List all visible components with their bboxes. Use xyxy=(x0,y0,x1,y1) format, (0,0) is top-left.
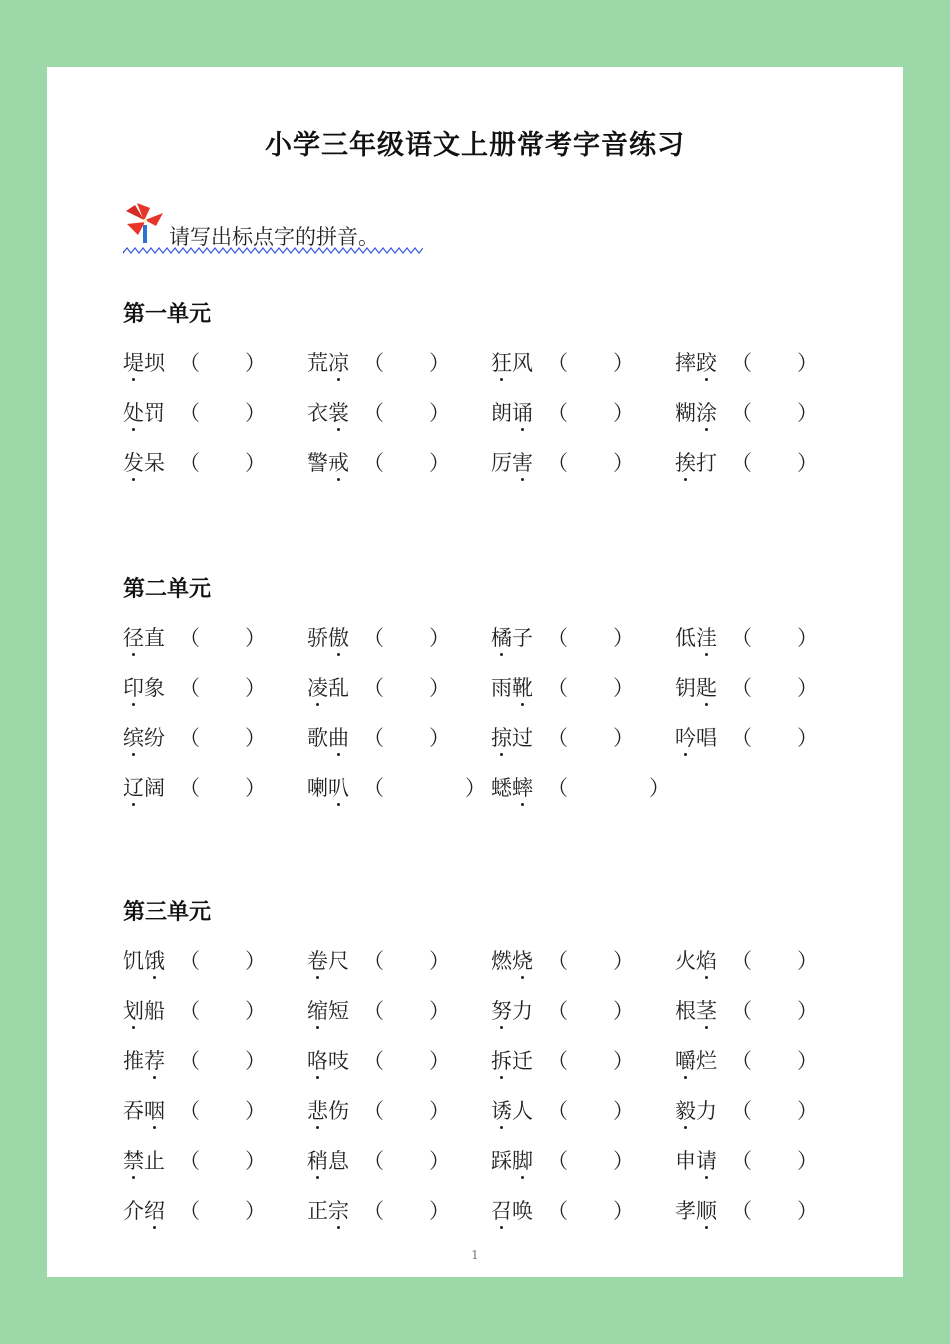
emphasis-dot xyxy=(316,703,319,706)
emphasis-dot xyxy=(521,703,524,706)
emphasis-dot xyxy=(684,753,687,756)
emphasis-dot xyxy=(500,1026,503,1029)
pinwheel-icon xyxy=(123,199,169,249)
word-text: 悲伤 xyxy=(307,1099,349,1123)
emphasis-dot xyxy=(705,1226,708,1229)
word-row xyxy=(123,995,863,1045)
answer-paren-open: （ xyxy=(179,999,200,1023)
word-row xyxy=(123,1045,863,1095)
answer-paren-close: ） xyxy=(613,1199,634,1223)
emphasis-dot xyxy=(705,378,708,381)
answer-paren-open: （ xyxy=(731,1049,752,1073)
emphasis-dot xyxy=(153,1076,156,1079)
answer-paren-close: ） xyxy=(245,776,266,800)
word-text: 稍息 xyxy=(307,1149,349,1173)
word-grid xyxy=(123,347,863,497)
word-text: 钥匙 xyxy=(675,676,717,700)
answer-paren-open: （ xyxy=(363,1149,384,1173)
emphasis-dot xyxy=(684,1076,687,1079)
answer-paren-open: （ xyxy=(731,1149,752,1173)
answer-paren-close: ） xyxy=(429,726,450,750)
word-row xyxy=(123,347,863,397)
answer-paren-close: ） xyxy=(429,1049,450,1073)
word-row xyxy=(123,1145,863,1195)
answer-paren-close: ） xyxy=(245,676,266,700)
emphasis-dot xyxy=(132,803,135,806)
word-grid xyxy=(123,945,863,1245)
answer-paren-close: ） xyxy=(797,726,818,750)
emphasis-dot xyxy=(500,1126,503,1129)
answer-paren-close: ） xyxy=(613,626,634,650)
answer-paren-close: ） xyxy=(613,451,634,475)
word-text: 掠过 xyxy=(491,726,533,750)
answer-paren-open: （ xyxy=(363,351,384,375)
answer-paren-open: （ xyxy=(547,351,568,375)
emphasis-dot xyxy=(132,428,135,431)
word-text: 挨打 xyxy=(675,451,717,475)
word-row xyxy=(123,945,863,995)
page-title: 小学三年级语文上册常考字音练习 xyxy=(265,130,685,161)
answer-paren-close: ） xyxy=(429,999,450,1023)
answer-paren-close: ） xyxy=(429,401,450,425)
answer-paren-close: ） xyxy=(429,949,450,973)
answer-paren-open: （ xyxy=(179,776,200,800)
answer-paren-open: （ xyxy=(547,949,568,973)
answer-paren-open: （ xyxy=(363,626,384,650)
page-number: 1 xyxy=(471,1248,479,1262)
answer-paren-open: （ xyxy=(179,1149,200,1173)
answer-paren-open: （ xyxy=(179,451,200,475)
word-row xyxy=(123,722,863,772)
word-row xyxy=(123,772,863,822)
answer-paren-open: （ xyxy=(179,726,200,750)
word-text: 召唤 xyxy=(491,1199,533,1223)
answer-paren-open: （ xyxy=(363,1049,384,1073)
emphasis-dot xyxy=(705,1026,708,1029)
word-text: 喇叭 xyxy=(307,776,349,800)
emphasis-dot xyxy=(521,1176,524,1179)
emphasis-dot xyxy=(500,378,503,381)
emphasis-dot xyxy=(132,653,135,656)
emphasis-dot xyxy=(337,1226,340,1229)
answer-paren-open: （ xyxy=(731,351,752,375)
emphasis-dot xyxy=(337,653,340,656)
emphasis-dot xyxy=(705,976,708,979)
emphasis-dot xyxy=(316,1176,319,1179)
word-text: 处罚 xyxy=(123,401,165,425)
emphasis-dot xyxy=(705,428,708,431)
worksheet-page xyxy=(47,67,903,1277)
answer-paren-open: （ xyxy=(731,726,752,750)
answer-paren-close: ） xyxy=(245,949,266,973)
word-text: 禁止 xyxy=(123,1149,165,1173)
answer-paren-open: （ xyxy=(363,401,384,425)
answer-paren-close: ） xyxy=(613,351,634,375)
answer-paren-open: （ xyxy=(179,676,200,700)
answer-paren-close: ） xyxy=(613,726,634,750)
answer-paren-close: ） xyxy=(429,626,450,650)
word-text: 凌乱 xyxy=(307,676,349,700)
answer-paren-open: （ xyxy=(731,999,752,1023)
answer-paren-close: ） xyxy=(245,401,266,425)
answer-paren-open: （ xyxy=(547,451,568,475)
word-text: 糊涂 xyxy=(675,401,717,425)
emphasis-dot xyxy=(337,753,340,756)
emphasis-dot xyxy=(684,478,687,481)
emphasis-dot xyxy=(521,976,524,979)
instruction-block xyxy=(123,199,483,255)
answer-paren-close: ） xyxy=(245,351,266,375)
word-row xyxy=(123,1195,863,1245)
word-text: 缤纷 xyxy=(123,726,165,750)
answer-paren-close: ） xyxy=(613,676,634,700)
emphasis-dot xyxy=(132,753,135,756)
answer-paren-close: ） xyxy=(613,401,634,425)
word-text: 正宗 xyxy=(307,1199,349,1223)
answer-paren-close: ） xyxy=(649,776,670,800)
answer-paren-open: （ xyxy=(179,401,200,425)
word-text: 拆迁 xyxy=(491,1049,533,1073)
word-text: 骄傲 xyxy=(307,626,349,650)
emphasis-dot xyxy=(132,703,135,706)
answer-paren-close: ） xyxy=(245,1199,266,1223)
word-text: 堤坝 xyxy=(123,351,165,375)
answer-paren-open: （ xyxy=(363,949,384,973)
word-text: 努力 xyxy=(491,999,533,1023)
emphasis-dot xyxy=(153,1226,156,1229)
word-text: 径直 xyxy=(123,626,165,650)
answer-paren-open: （ xyxy=(363,451,384,475)
emphasis-dot xyxy=(705,1176,708,1179)
word-text: 蟋蟀 xyxy=(491,776,533,800)
word-text: 发呆 xyxy=(123,451,165,475)
emphasis-dot xyxy=(500,753,503,756)
answer-paren-open: （ xyxy=(731,1199,752,1223)
answer-paren-open: （ xyxy=(363,726,384,750)
answer-paren-open: （ xyxy=(363,776,384,800)
answer-paren-open: （ xyxy=(731,949,752,973)
answer-paren-close: ） xyxy=(429,1149,450,1173)
unit-title: 第三单元 xyxy=(123,900,212,925)
answer-paren-open: （ xyxy=(179,351,200,375)
answer-paren-close: ） xyxy=(245,451,266,475)
word-text: 踩脚 xyxy=(491,1149,533,1173)
word-text: 卷尺 xyxy=(307,949,349,973)
emphasis-dot xyxy=(337,378,340,381)
emphasis-dot xyxy=(521,428,524,431)
answer-paren-open: （ xyxy=(731,401,752,425)
word-text: 橘子 xyxy=(491,626,533,650)
answer-paren-open: （ xyxy=(547,1149,568,1173)
answer-paren-close: ） xyxy=(797,451,818,475)
emphasis-dot xyxy=(153,976,156,979)
word-text: 狂风 xyxy=(491,351,533,375)
word-text: 燃烧 xyxy=(491,949,533,973)
word-text: 厉害 xyxy=(491,451,533,475)
answer-paren-close: ） xyxy=(797,676,818,700)
word-text: 毅力 xyxy=(675,1099,717,1123)
emphasis-dot xyxy=(153,1126,156,1129)
emphasis-dot xyxy=(316,1126,319,1129)
answer-paren-close: ） xyxy=(797,626,818,650)
answer-paren-close: ） xyxy=(245,1049,266,1073)
answer-paren-close: ） xyxy=(429,1199,450,1223)
answer-paren-open: （ xyxy=(179,626,200,650)
answer-paren-open: （ xyxy=(547,1099,568,1123)
answer-paren-open: （ xyxy=(547,626,568,650)
answer-paren-close: ） xyxy=(797,1049,818,1073)
emphasis-dot xyxy=(132,1026,135,1029)
unit-title: 第二单元 xyxy=(123,577,212,602)
answer-paren-open: （ xyxy=(547,776,568,800)
emphasis-dot xyxy=(337,428,340,431)
word-text: 吟唱 xyxy=(675,726,717,750)
word-text: 咯吱 xyxy=(307,1049,349,1073)
answer-paren-close: ） xyxy=(613,1099,634,1123)
answer-paren-close: ） xyxy=(613,1149,634,1173)
answer-paren-open: （ xyxy=(547,1049,568,1073)
answer-paren-close: ） xyxy=(797,1149,818,1173)
word-text: 雨靴 xyxy=(491,676,533,700)
answer-paren-close: ） xyxy=(245,626,266,650)
word-text: 衣裳 xyxy=(307,401,349,425)
answer-paren-open: （ xyxy=(179,949,200,973)
answer-paren-close: ） xyxy=(797,1199,818,1223)
word-row xyxy=(123,622,863,672)
answer-paren-open: （ xyxy=(547,676,568,700)
word-row xyxy=(123,1095,863,1145)
answer-paren-close: ） xyxy=(465,776,486,800)
answer-paren-close: ） xyxy=(245,999,266,1023)
answer-paren-open: （ xyxy=(731,451,752,475)
word-text: 印象 xyxy=(123,676,165,700)
emphasis-dot xyxy=(684,1126,687,1129)
word-text: 火焰 xyxy=(675,949,717,973)
answer-paren-open: （ xyxy=(547,1199,568,1223)
answer-paren-close: ） xyxy=(245,1149,266,1173)
word-text: 辽阔 xyxy=(123,776,165,800)
emphasis-dot xyxy=(132,378,135,381)
answer-paren-open: （ xyxy=(547,726,568,750)
emphasis-dot xyxy=(705,703,708,706)
answer-paren-close: ） xyxy=(245,726,266,750)
answer-paren-close: ） xyxy=(797,351,818,375)
word-row xyxy=(123,672,863,722)
word-row xyxy=(123,397,863,447)
emphasis-dot xyxy=(316,1076,319,1079)
answer-paren-open: （ xyxy=(179,1199,200,1223)
word-text: 孝顺 xyxy=(675,1199,717,1223)
emphasis-dot xyxy=(316,976,319,979)
answer-paren-close: ） xyxy=(429,676,450,700)
answer-paren-close: ） xyxy=(429,1099,450,1123)
answer-paren-close: ） xyxy=(613,999,634,1023)
emphasis-dot xyxy=(500,653,503,656)
word-text: 介绍 xyxy=(123,1199,165,1223)
word-text: 低洼 xyxy=(675,626,717,650)
answer-paren-open: （ xyxy=(547,999,568,1023)
emphasis-dot xyxy=(337,478,340,481)
word-text: 缩短 xyxy=(307,999,349,1023)
emphasis-dot xyxy=(500,1076,503,1079)
word-text: 朗诵 xyxy=(491,401,533,425)
word-text: 诱人 xyxy=(491,1099,533,1123)
emphasis-dot xyxy=(521,803,524,806)
answer-paren-close: ） xyxy=(797,1099,818,1123)
answer-paren-open: （ xyxy=(547,401,568,425)
word-text: 吞咽 xyxy=(123,1099,165,1123)
answer-paren-open: （ xyxy=(363,999,384,1023)
answer-paren-open: （ xyxy=(363,1099,384,1123)
word-text: 申请 xyxy=(675,1149,717,1173)
answer-paren-open: （ xyxy=(731,676,752,700)
emphasis-dot xyxy=(132,1176,135,1179)
word-text: 警戒 xyxy=(307,451,349,475)
word-text: 划船 xyxy=(123,999,165,1023)
emphasis-dot xyxy=(705,653,708,656)
emphasis-dot xyxy=(316,1026,319,1029)
answer-paren-close: ） xyxy=(797,401,818,425)
answer-paren-open: （ xyxy=(363,676,384,700)
word-grid xyxy=(123,622,863,822)
word-text: 推荐 xyxy=(123,1049,165,1073)
word-text: 饥饿 xyxy=(123,949,165,973)
emphasis-dot xyxy=(521,478,524,481)
word-text: 摔跤 xyxy=(675,351,717,375)
answer-paren-open: （ xyxy=(363,1199,384,1223)
emphasis-dot xyxy=(132,478,135,481)
answer-paren-close: ） xyxy=(797,999,818,1023)
word-text: 歌曲 xyxy=(307,726,349,750)
answer-paren-close: ） xyxy=(429,351,450,375)
word-text: 荒凉 xyxy=(307,351,349,375)
unit-title: 第一单元 xyxy=(123,302,212,327)
answer-paren-open: （ xyxy=(731,626,752,650)
answer-paren-open: （ xyxy=(731,1099,752,1123)
word-text: 根茎 xyxy=(675,999,717,1023)
answer-paren-close: ） xyxy=(245,1099,266,1123)
word-row xyxy=(123,447,863,497)
emphasis-dot xyxy=(500,1226,503,1229)
instruction-text: 请写出标点字的拼音。 xyxy=(169,225,379,249)
word-text: 嚼烂 xyxy=(675,1049,717,1073)
emphasis-dot xyxy=(337,803,340,806)
answer-paren-close: ） xyxy=(797,949,818,973)
answer-paren-close: ） xyxy=(429,451,450,475)
spellcheck-underline xyxy=(123,247,423,255)
answer-paren-close: ） xyxy=(613,1049,634,1073)
answer-paren-close: ） xyxy=(613,949,634,973)
answer-paren-open: （ xyxy=(179,1049,200,1073)
answer-paren-open: （ xyxy=(179,1099,200,1123)
